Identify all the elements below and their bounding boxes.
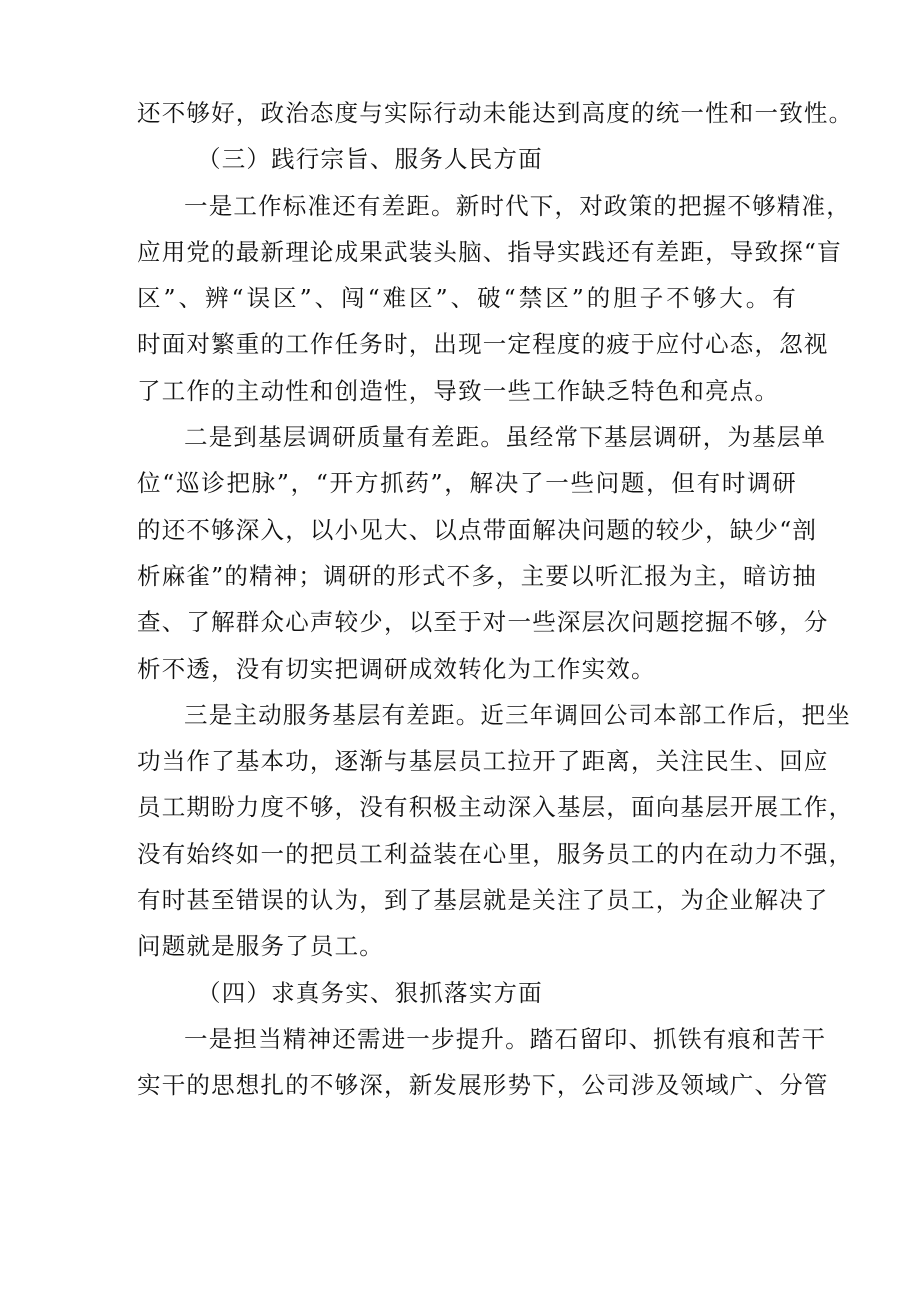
text-line: 应用党的最新理论成果武装头脑、指导实践还有差距，导致探“盲 bbox=[137, 237, 842, 266]
text-line: 区”、辨“误区”、闯“难区”、破“禁区”的胆子不够大。有 bbox=[137, 284, 797, 313]
text-line: 实干的思想扎的不够深，新发展形势下，公司涉及领域广、分管 bbox=[137, 1071, 829, 1100]
text-line: 二是到基层调研质量有差距。虽经常下基层调研，为基层单 bbox=[184, 423, 827, 452]
text-line: 了工作的主动性和创造性，导致一些工作缺乏特色和亮点。 bbox=[137, 376, 780, 405]
text-line: 三是主动服务基层有差距。近三年调回公司本部工作后，把坐 bbox=[184, 700, 851, 729]
text-line: 还不够好，政治态度与实际行动未能达到高度的统一性和一致性。 bbox=[137, 99, 854, 127]
text-line: 的还不够深入，以小见大、以点带面解决问题的较少，缺少“剖 bbox=[137, 515, 818, 544]
text-line: 问题就是服务了员工。 bbox=[137, 932, 384, 961]
section-heading: （四）求真务实、狠抓落实方面 bbox=[197, 978, 543, 1007]
section-heading: （三）践行宗旨、服务人民方面 bbox=[197, 145, 543, 174]
text-line: 有时甚至错误的认为，到了基层就是关注了员工，为企业解决了 bbox=[137, 886, 829, 915]
document-body bbox=[137, 90, 854, 1109]
text-line: 析不透，没有切实把调研成效转化为工作实效。 bbox=[137, 654, 656, 683]
text-line: 功当作了基本功，逐渐与基层员工拉开了距离，关注民生、回应 bbox=[137, 747, 829, 776]
text-line: 没有始终如一的把员工利益装在心里，服务员工的内在动力不强， bbox=[137, 839, 854, 868]
text-line: 一是工作标准还有差距。新时代下，对政策的把握不够精准， bbox=[184, 191, 851, 220]
text-line: 员工期盼力度不够，没有积极主动深入基层，面向基层开展工作， bbox=[137, 793, 854, 822]
text-line: 时面对繁重的工作任务时，出现一定程度的疲于应付心态，忽视 bbox=[137, 330, 829, 359]
text-line: 查、了解群众心声较少，以至于对一些深层次问题挖掘不够，分 bbox=[137, 608, 829, 637]
text-line: 一是担当精神还需进一步提升。踏石留印、抓铁有痕和苦干 bbox=[184, 1024, 827, 1053]
text-line: 析麻雀”的精神；调研的形式不多，主要以听汇报为主，暗访抽 bbox=[137, 561, 818, 590]
text-line: 位“巡诊把脉”，“开方抓药”，解决了一些问题，但有时调研 bbox=[137, 469, 797, 498]
